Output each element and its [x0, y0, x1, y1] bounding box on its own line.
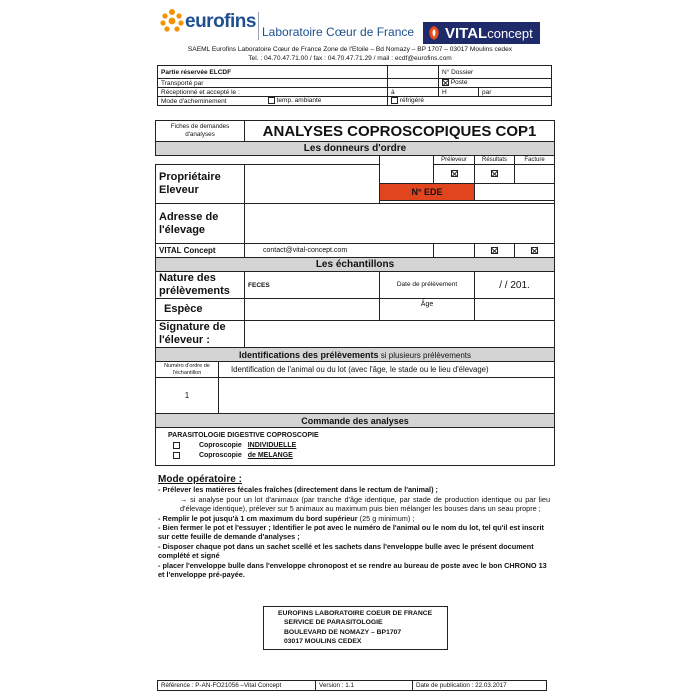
eurofins-logo — [160, 8, 260, 34]
ident-input[interactable] — [219, 378, 555, 414]
h-label: H — [439, 88, 479, 97]
col-preleveur: Préleveur — [434, 156, 475, 165]
mode-operatoire — [158, 475, 550, 579]
age-label: Âge — [380, 299, 475, 321]
footer-version: Version : 1.1 — [316, 681, 413, 691]
copro-indiv-row — [168, 441, 554, 451]
par-label: par — [479, 88, 552, 97]
poste-checkbox[interactable] — [442, 79, 449, 86]
recept-label: Réceptionné et accepté le : — [158, 88, 388, 97]
dossier-label: N° Dossier — [439, 66, 552, 79]
date-value[interactable]: / / 201. — [475, 272, 555, 299]
footer-date: Date de publication : 22.03.2017 — [413, 681, 547, 691]
espece-input[interactable] — [245, 299, 380, 321]
melange-checkbox[interactable] — [173, 452, 180, 459]
col-facture: Facture — [515, 156, 555, 165]
contact-line: Tel. : 04.70.47.71.00 / fax : 04.70.47.71.29 / mail : ecdf@eurofins.com — [248, 55, 452, 62]
address-box-line-3: BOULEVARD DE NOMAZY – BP1707 — [284, 628, 402, 636]
signature-label: Signature de l'éleveur : — [156, 321, 245, 348]
mode-step-1: - Prélever les matières fécales fraîches (directement dans le rectum de l'animal) ; — [158, 485, 438, 495]
main-form — [155, 120, 555, 466]
feces-value: FECES — [245, 272, 380, 299]
mode-label: Mode d'acheminement — [161, 97, 227, 105]
copro-melange-row — [168, 451, 554, 461]
temp-checkbox[interactable] — [268, 97, 275, 104]
adresse-input[interactable] — [245, 204, 555, 244]
poste-field — [439, 79, 552, 88]
age-input[interactable] — [475, 299, 555, 321]
proprio-resultats-cell — [475, 165, 515, 184]
parasito-label: PARASITOLOGIE DIGESTIVE COPROSCOPIE — [168, 432, 319, 439]
espece-label: Espèce — [156, 299, 245, 321]
lab-name: Laboratoire Cœur de France — [262, 25, 415, 39]
donneurs-header: Les donneurs d'ordre — [156, 142, 555, 156]
fiche-label: Fiches de demandes d'analyses — [156, 121, 245, 142]
proprio-label: Propriétaire Eleveur — [156, 165, 245, 204]
num-ordre-label: Numéro d'ordre de l'échantillon — [156, 362, 219, 378]
proprio-preleveur-checkbox[interactable] — [451, 170, 458, 177]
vital-logo-bold: VITAL — [445, 24, 488, 42]
proprio-input[interactable] — [245, 165, 380, 204]
vital-label: VITAL Concept — [156, 244, 245, 258]
ident-animal-label: Identification de l'animal ou du lot (avec l'âge, le stade ou le lieu d'élevage) — [219, 362, 555, 378]
form-title: ANALYSES COPROSCOPIQUES COP1 — [245, 121, 555, 142]
footer-reference: Référence : P-AN-FO21056 –Vital Concept — [158, 681, 316, 691]
mode-step-2-extra: (25 g minimum) ; — [357, 513, 415, 523]
address-box-line-4: 03017 MOULINS CEDEX — [284, 638, 362, 646]
col-resultats: Résultats — [475, 156, 515, 165]
ident-header — [156, 348, 555, 362]
refr-cell — [388, 97, 552, 106]
address-box — [263, 606, 448, 650]
adresse-label: Adresse de l'élevage — [156, 204, 245, 244]
vital-logo-icon — [425, 24, 443, 42]
reserved-table — [157, 65, 552, 106]
refr-checkbox[interactable] — [391, 97, 398, 104]
n-ede-label: N° EDE — [380, 184, 475, 201]
eurofins-logo-text: eurofins — [185, 11, 256, 32]
melange-label: de MELANGE — [247, 452, 293, 459]
echantillons-header: Les échantillons — [156, 258, 555, 272]
ident-header-bold: Identifications des prélèvements — [238, 349, 379, 360]
eurofins-logo-icon — [160, 8, 184, 34]
poste-label: Poste — [450, 79, 468, 87]
copro-indiv-label: Coproscopie — [198, 442, 242, 449]
indiv-label: INDIVIDUELLE — [247, 442, 297, 449]
proprio-resultats-checkbox[interactable] — [491, 170, 498, 177]
temp-label: temp. ambiante — [276, 97, 322, 105]
signature-input[interactable] — [245, 321, 555, 348]
nature-label: Nature des prélèvements — [156, 272, 245, 299]
row-number: 1 — [156, 378, 219, 414]
mode-step-4: - Disposer chaque pot dans un sachet scellé et les sachets dans l'enveloppe bulle avec le présent document complété et signé — [158, 541, 534, 561]
vital-resultats-checkbox[interactable] — [491, 247, 498, 254]
proprio-preleveur-cell — [434, 165, 475, 184]
vital-resultats-cell — [475, 244, 515, 258]
a-label: à — [388, 88, 439, 97]
n-ede-input[interactable] — [475, 184, 555, 201]
transport-label: Transporté par — [158, 79, 388, 88]
vital-logo — [423, 22, 540, 44]
date-label: Date de prélèvement — [380, 272, 475, 299]
mode-title: Mode opératoire : — [158, 474, 242, 485]
refr-label: réfrigéré — [399, 97, 425, 105]
vital-logo-light: concept — [487, 25, 533, 41]
mode-step-1-detail: → si analyse pour un lot d'animaux (par tranche d'âge identique, par stade de production identique ou par lieu d'élevage identique), prélever sur 5 animaux au maximum puis bien mélanger les bouses dans un seau propre ; — [180, 494, 550, 514]
vital-facture-cell — [515, 244, 555, 258]
mode-step-2 — [158, 514, 550, 523]
mode-step-2-main: - Remplir le pot jusqu'à 1 cm maximum du bord supérieur — [158, 513, 358, 523]
indiv-checkbox[interactable] — [173, 442, 180, 449]
address-box-line-1: EUROFINS LABORATOIRE COEUR DE FRANCE — [278, 610, 433, 617]
mode-step-3: - Bien fermer le pot et l'essuyer ; Identifier le pot avec le numéro de l'animal ou le nom du lot, tel qu'il est inscrit sur cette feuille de demande d'analyses ; — [158, 523, 544, 542]
footer-table — [157, 680, 547, 691]
reserved-title: Partie réservée ELCDF — [158, 66, 388, 79]
vital-facture-checkbox[interactable] — [531, 247, 538, 254]
mode-step-5: - placer l'enveloppe bulle dans l'enveloppe chronopost et se rendre au bureau de poste avec le bon CHRONO 13 et l'enveloppe pré-payée. — [158, 560, 547, 580]
ident-header-light: si plusieurs prélèvements — [378, 350, 472, 360]
address-box-line-2: SERVICE DE PARASITOLOGIE — [284, 619, 383, 627]
vital-email: contact@vital-concept.com — [245, 244, 434, 258]
commande-header: Commande des analyses — [156, 414, 555, 428]
header-divider — [258, 12, 259, 40]
commande-cell — [156, 428, 555, 466]
address-line: SAEML Eurofins Laboratoire Cœur de France Zone de l'Etoile – Bd Nomazy – BP 1707 – 03017 Moulins cedex — [187, 46, 513, 53]
mode-cell — [158, 97, 388, 106]
copro-melange-label: Coproscopie — [198, 452, 242, 459]
